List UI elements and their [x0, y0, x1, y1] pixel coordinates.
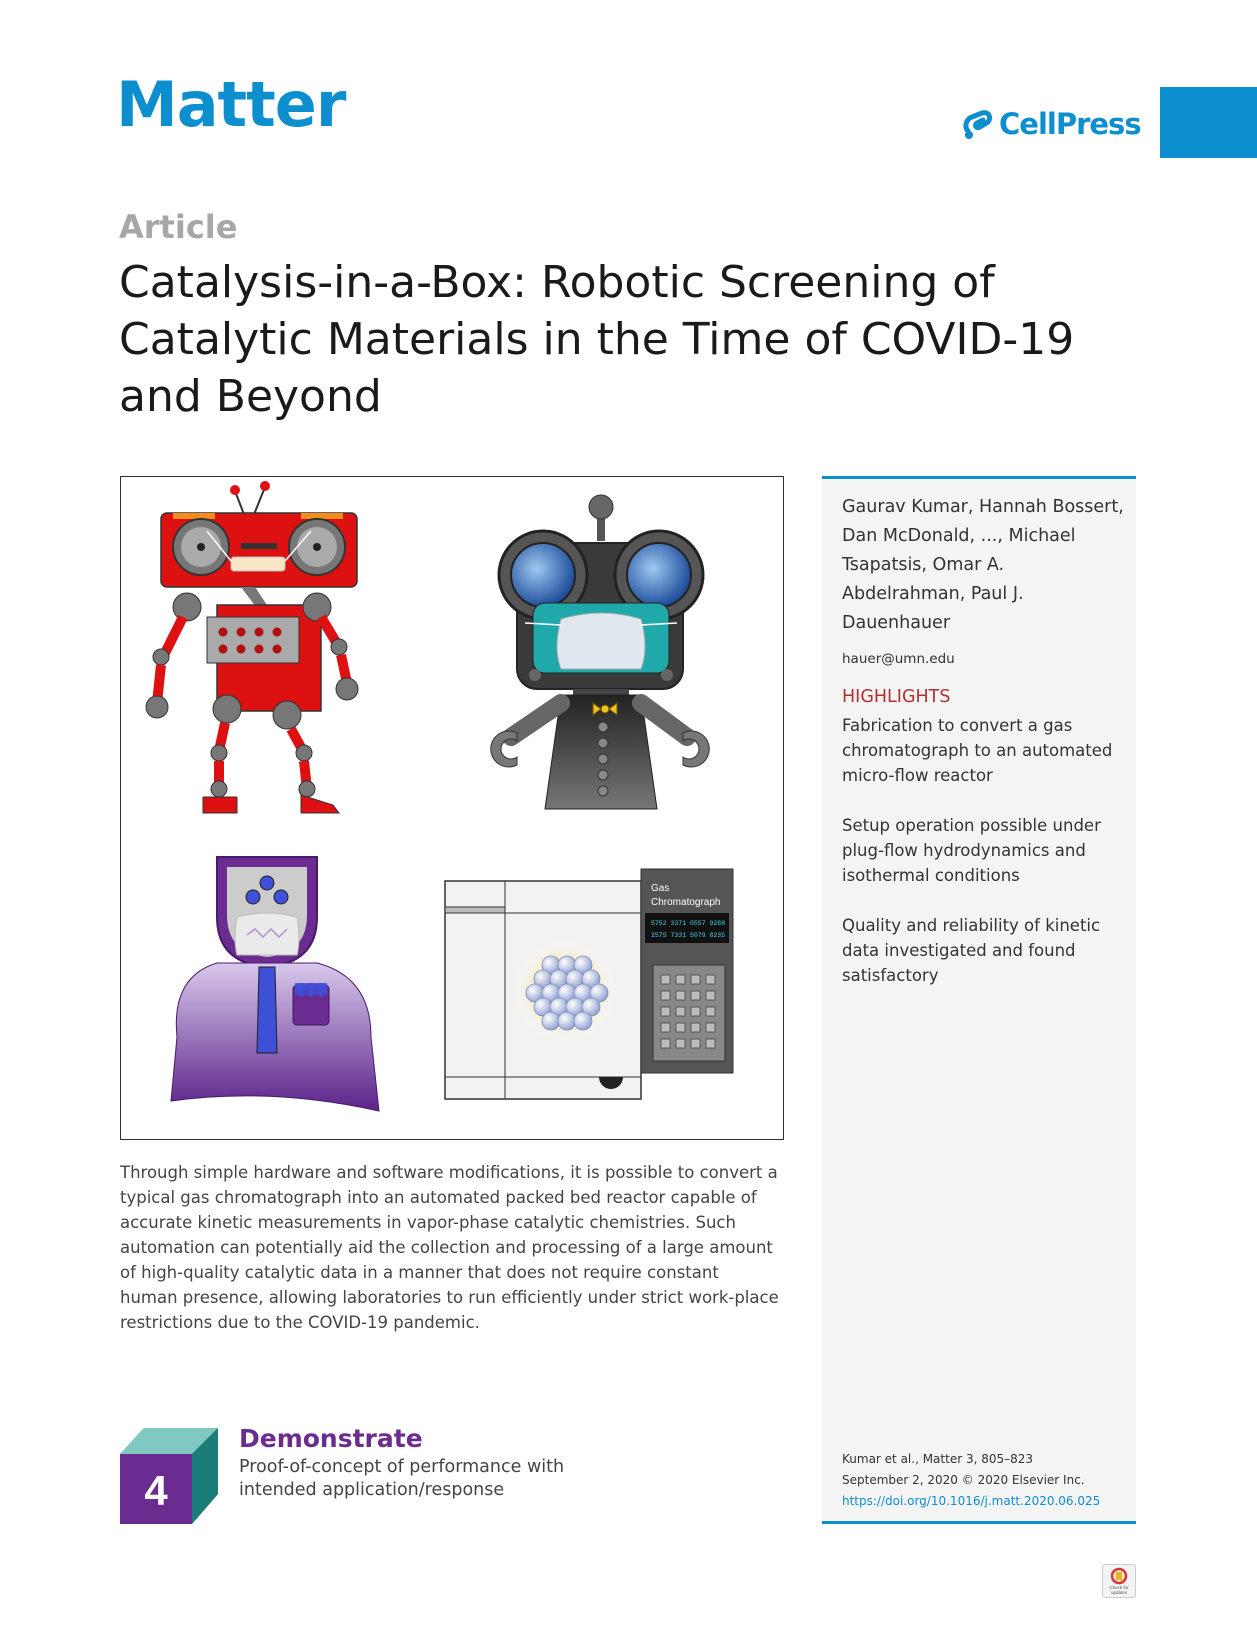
- purple-robot-illustration: [171, 857, 379, 1111]
- highlights-list: [842, 713, 1132, 1013]
- progress-heading: Demonstrate: [239, 1424, 423, 1453]
- graphical-abstract: [120, 476, 784, 1140]
- gas-chromatograph-illustration: [445, 869, 733, 1099]
- journal-logo: Matter: [116, 68, 346, 141]
- cellpress-logo: [962, 104, 1141, 144]
- highlight-item: Fabrication to convert a gas chromatograph to an automated micro-flow reactor: [842, 716, 1113, 785]
- gc-label-line2: Chromatograph: [651, 897, 721, 908]
- citation-block: [842, 1449, 1100, 1512]
- red-robot-illustration: [146, 481, 358, 813]
- article-type: Article: [119, 208, 238, 246]
- doi-link[interactable]: https://doi.org/10.1016/j.matt.2020.06.025: [842, 1494, 1101, 1508]
- gc-label-line1: Gas: [651, 883, 670, 894]
- publisher-name: CellPress: [999, 107, 1141, 141]
- sidebar: [822, 476, 1136, 1524]
- corner-tab: [1160, 87, 1257, 158]
- goggles-robot-illustration: [491, 495, 709, 809]
- highlight-item: Setup operation possible under plug-flow hydrodynamics and isothermal conditions: [842, 816, 1101, 885]
- graphical-abstract-illustration: [121, 477, 782, 1138]
- check-updates-line2: updates: [1110, 1590, 1128, 1595]
- check-updates-line1: Check for: [1109, 1585, 1129, 1590]
- gc-readout-line2: 2575 7331 5079 8235: [651, 932, 726, 939]
- highlight-item: Quality and reliability of kinetic data investigated and found satisfactory: [842, 916, 1101, 985]
- progress-number: 4: [144, 1467, 168, 1514]
- progress-badge: [120, 1428, 218, 1524]
- citation-date: September 2, 2020 © 2020 Elsevier Inc.: [842, 1473, 1085, 1487]
- citation-journal-ref: Kumar et al., Matter 3, 805–823: [842, 1452, 1034, 1466]
- article-title: Catalysis-in-a-Box: Robotic Screening of Catalytic Materials in the Time of COVID-19 and Beyond: [119, 257, 1075, 422]
- cellpress-icon: [962, 107, 994, 141]
- author-list: Gaurav Kumar, Hannah Bossert, Dan McDonald, ..., Michael Tsapatsis, Omar A. Abdelrahman, Paul J. Dauenhauer: [842, 497, 1124, 633]
- progress-description: Proof-of-concept of performance with intended application/response: [239, 1457, 565, 1500]
- highlights-heading: HIGHLIGHTS: [842, 687, 951, 707]
- gc-readout-line1: 5752 3371 0557 9288: [651, 920, 726, 927]
- check-for-updates-badge[interactable]: [1102, 1564, 1136, 1598]
- corresponding-email[interactable]: hauer@umn.edu: [842, 651, 955, 667]
- abstract-text: Through simple hardware and software modifications, it is possible to convert a typical gas chromatograph into an automated packed bed reactor capable of accurate kinetic measurements in vapor-phase catalytic chemistries. Such automation can potentially aid the collection and processing of a large amount of high-quality catalytic data in a manner that does not require constant human presence, allowing laboratories to run efficiently under strict work-place restrictions due to the COVID-19 pandemic.: [120, 1163, 779, 1332]
